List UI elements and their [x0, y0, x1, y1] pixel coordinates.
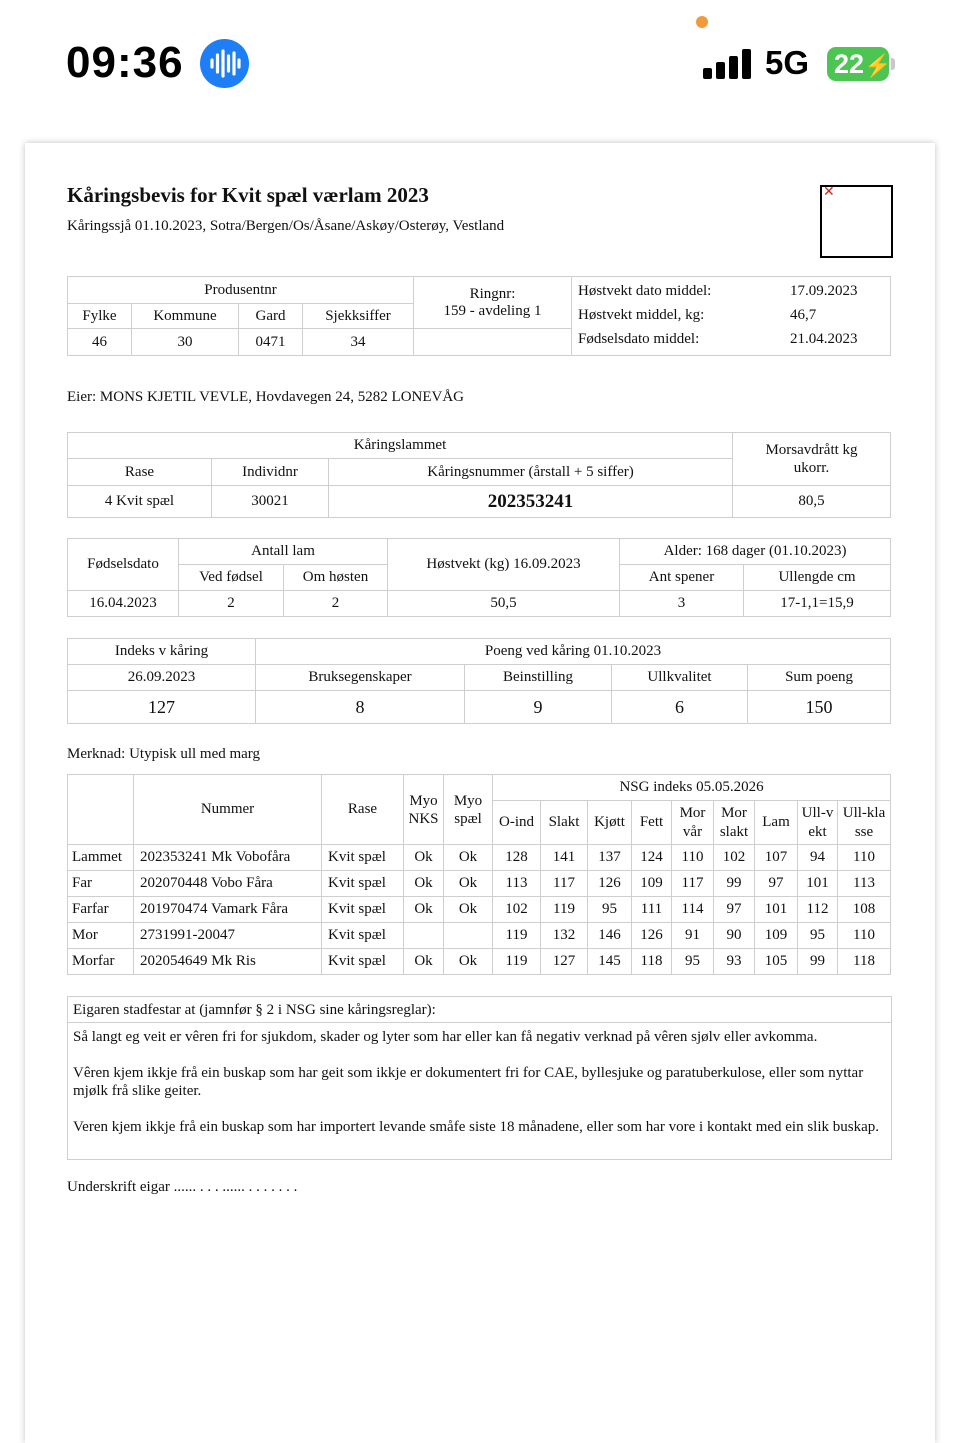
- pedigree-myo-spael: Ok: [444, 871, 493, 897]
- pedigree-nsg-value: 114: [672, 897, 714, 923]
- weight-avg-value: 46,7: [790, 307, 817, 323]
- breed-value: 4 Kvit spæl: [68, 486, 212, 518]
- pedigree-nsg-value: 137: [588, 845, 632, 871]
- pedigree-nsg-value: 109: [755, 923, 798, 949]
- mother-yield-header: Morsavdrått kg ukorr.: [733, 433, 891, 486]
- individual-number-header: Individnr: [212, 459, 329, 486]
- nsg-header-ull-vekt: Ull-vekt: [798, 801, 838, 845]
- pedigree-breed: Kvit spæl: [322, 897, 404, 923]
- at-birth-header: Ved fødsel: [179, 565, 284, 591]
- weight-avg-label: Høstvekt middel, kg:: [578, 307, 705, 323]
- pedigree-nsg-value: 107: [755, 845, 798, 871]
- utility-header: Bruksegenskaper: [256, 665, 465, 691]
- nsg-header-lam: Lam: [755, 801, 798, 845]
- privacy-indicator-dot: [696, 16, 708, 28]
- sum-points-value: 150: [748, 691, 891, 724]
- pedigree-nsg-value: 108: [838, 897, 891, 923]
- autumn-weight-value: 50,5: [388, 591, 620, 617]
- pedigree-breed: Kvit spæl: [322, 949, 404, 975]
- birth-date-header: Fødselsdato: [68, 539, 179, 591]
- pedigree-nsg-value: 113: [493, 871, 541, 897]
- declaration-paragraph: Så langt eg veit er vêren fri for sjukdom, skader og lyter som har eller kan få negativ verknad på vêren sjølv eller avkomma.: [73, 1029, 818, 1045]
- pedigree-role: Farfar: [68, 897, 134, 923]
- registration-number-header: Kåringsnummer (årstall + 5 siffer): [329, 459, 733, 486]
- pedigree-nsg-value: 90: [714, 923, 755, 949]
- pedigree-number: 202070448 Vobo Fåra: [134, 871, 322, 897]
- document-page: [25, 143, 935, 1443]
- pedigree-nsg-value: 141: [541, 845, 588, 871]
- leg-position-value: 9: [465, 691, 612, 724]
- check-digit-header: Sjekksiffer: [303, 304, 414, 329]
- signal-bars-icon: [703, 49, 751, 79]
- status-bar: [0, 0, 960, 120]
- pedigree-nsg-value: 119: [541, 897, 588, 923]
- pedigree-breed: Kvit spæl: [322, 923, 404, 949]
- pedigree-nsg-value: 117: [672, 871, 714, 897]
- pedigree-nsg-value: 132: [541, 923, 588, 949]
- pedigree-nsg-value: 101: [798, 871, 838, 897]
- birth-table: [67, 538, 891, 617]
- pedigree-myo-nks: Ok: [404, 845, 444, 871]
- producer-number-header: Produsentnr: [68, 277, 414, 304]
- leg-position-header: Beinstilling: [465, 665, 612, 691]
- scores-table: [67, 638, 891, 724]
- sum-points-header: Sum poeng: [748, 665, 891, 691]
- pedigree-nsg-value: 94: [798, 845, 838, 871]
- wool-length-header: Ullengde cm: [744, 565, 891, 591]
- pedigree-role: Mor: [68, 923, 134, 949]
- municipality-header: Kommune: [132, 304, 239, 329]
- pedigree-nsg-value: 145: [588, 949, 632, 975]
- declaration-paragraph: Vêren kjem ikkje frå ein buskap som har geit som ikkje er dokumentert fri for CAE, byllesjuke og paratuberkulose, eller som nyttar mjølk frå slike geiter.: [73, 1065, 864, 1099]
- battery-level: 22: [834, 49, 865, 79]
- pedigree-role: Morfar: [68, 949, 134, 975]
- pedigree-nsg-value: 99: [798, 949, 838, 975]
- pedigree-rows: [68, 845, 891, 975]
- birth-avg-label: Fødselsdato middel:: [578, 331, 700, 347]
- pedigree-nsg-value: 118: [838, 949, 891, 975]
- pedigree-nsg-value: 119: [493, 949, 541, 975]
- county-header: Fylke: [68, 304, 132, 329]
- network-type: 5G: [765, 44, 810, 81]
- pedigree-breed: Kvit spæl: [322, 871, 404, 897]
- photo-placeholder: [820, 185, 893, 258]
- index-value: 127: [68, 691, 256, 724]
- index-header: Indeks v kåring: [68, 639, 256, 665]
- pedigree-nsg-value: 99: [714, 871, 755, 897]
- pedigree-myo-nks: [404, 923, 444, 949]
- age-header: Alder: 168 dager (01.10.2023): [620, 539, 891, 565]
- pedigree-nsg-value: 118: [632, 949, 672, 975]
- municipality-value: 30: [132, 329, 239, 356]
- myo-spael-header: Myo spæl: [444, 775, 493, 845]
- pedigree-number: 201970474 Vamark Fåra: [134, 897, 322, 923]
- pedigree-role: Lammet: [68, 845, 134, 871]
- pedigree-nsg-value: 113: [838, 871, 891, 897]
- pedigree-nsg-value: 109: [632, 871, 672, 897]
- in-autumn-value: 2: [284, 591, 388, 617]
- table-row: [68, 923, 891, 949]
- pedigree-nsg-value: 119: [493, 923, 541, 949]
- at-birth-value: 2: [179, 591, 284, 617]
- wool-length-value: 17-1,1=15,9: [744, 591, 891, 617]
- pedigree-myo-spael: Ok: [444, 949, 493, 975]
- farm-value: 0471: [239, 329, 303, 356]
- nsg-header-ull-klasse: Ull-klasse: [838, 801, 891, 845]
- wool-quality-header: Ullkvalitet: [612, 665, 748, 691]
- table-row: [68, 897, 891, 923]
- pedigree-myo-spael: Ok: [444, 897, 493, 923]
- document-title: Kåringsbevis for Kvit spæl værlam 2023: [67, 183, 429, 207]
- ring-label: Ringnr:: [469, 285, 516, 302]
- pedigree-nsg-value: 146: [588, 923, 632, 949]
- points-header: Poeng ved kåring 01.10.2023: [256, 639, 891, 665]
- declaration-heading: Eigaren stadfestar at (jamnfør § 2 i NSG sine kåringsreglar):: [68, 997, 891, 1023]
- in-autumn-header: Om høsten: [284, 565, 388, 591]
- pedigree-number: 2731991-20047: [134, 923, 322, 949]
- ring-empty-cell: [414, 329, 572, 356]
- farm-header: Gard: [239, 304, 303, 329]
- pedigree-nsg-value: 124: [632, 845, 672, 871]
- nsg-header-kjott: Kjøtt: [588, 801, 632, 845]
- pedigree-role-header: [68, 775, 134, 845]
- pedigree-nsg-value: 117: [541, 871, 588, 897]
- county-value: 46: [68, 329, 132, 356]
- pedigree-myo-nks: Ok: [404, 871, 444, 897]
- owner-declaration: [67, 996, 892, 1160]
- myo-nks-header: Myo NKS: [404, 775, 444, 845]
- voice-memo-icon[interactable]: [200, 39, 249, 88]
- utility-value: 8: [256, 691, 465, 724]
- weight-date-value: 17.09.2023: [790, 283, 858, 299]
- signature-line: Underskrift eigar ...... . . . ...... . . . . . . .: [67, 1179, 298, 1195]
- status-time: 09:36: [66, 38, 184, 87]
- charging-bolt-icon: ⚡: [864, 53, 892, 78]
- lamb-table: [67, 432, 891, 518]
- check-digit-value: 34: [303, 329, 414, 356]
- pedigree-nsg-value: 105: [755, 949, 798, 975]
- broken-image-icon: ✕: [823, 183, 835, 199]
- weight-date-label: Høstvekt dato middel:: [578, 283, 712, 299]
- battery-cap: [891, 58, 895, 70]
- pedigree-number: 202054649 Mk Ris: [134, 949, 322, 975]
- breed-header: Rase: [68, 459, 212, 486]
- pedigree-myo-nks: Ok: [404, 897, 444, 923]
- pedigree-nsg-value: 95: [672, 949, 714, 975]
- pedigree-nsg-value: 110: [838, 923, 891, 949]
- table-row: [68, 871, 891, 897]
- nsg-header-mor-slakt: Mor slakt: [714, 801, 755, 845]
- pedigree-nsg-value: 101: [755, 897, 798, 923]
- lamb-count-header: Antall lam: [179, 539, 388, 565]
- pedigree-breed-header: Rase: [322, 775, 404, 845]
- teats-header: Ant spener: [620, 565, 744, 591]
- pedigree-role: Far: [68, 871, 134, 897]
- pedigree-nsg-value: 110: [672, 845, 714, 871]
- index-date: 26.09.2023: [68, 665, 256, 691]
- battery-icon: [827, 47, 892, 81]
- autumn-weight-header: Høstvekt (kg) 16.09.2023: [388, 539, 620, 591]
- autumn-weight-block: [572, 277, 891, 356]
- pedigree-nsg-value: 112: [798, 897, 838, 923]
- nsg-header-o-ind: O-ind: [493, 801, 541, 845]
- owner-line: Eier: MONS KJETIL VEVLE, Hovdavegen 24, 5282 LONEVÅG: [67, 389, 465, 405]
- pedigree-number: 202353241 Mk Vobofåra: [134, 845, 322, 871]
- birth-date-value: 16.04.2023: [68, 591, 179, 617]
- birth-avg-value: 21.04.2023: [790, 331, 858, 347]
- mother-yield-value: 80,5: [733, 486, 891, 518]
- pedigree-nsg-value: 95: [588, 897, 632, 923]
- pedigree-nsg-value: 97: [714, 897, 755, 923]
- teats-value: 3: [620, 591, 744, 617]
- pedigree-nsg-value: 126: [632, 923, 672, 949]
- registration-number-value: 202353241: [329, 486, 733, 518]
- lamb-group-header: Kåringslammet: [68, 433, 733, 459]
- wool-quality-value: 6: [612, 691, 748, 724]
- ring-value: 159 - avdeling 1: [443, 302, 542, 319]
- pedigree-myo-spael: [444, 923, 493, 949]
- table-row: [68, 845, 891, 871]
- remark-line: Merknad: Utypisk ull med marg: [67, 746, 261, 762]
- declaration-paragraph: Veren kjem ikkje frå ein buskap som har importert levande småfe siste 18 månadene, eller som har vore i kontakt med ein slik buskap.: [73, 1119, 880, 1135]
- nsg-header-fett: Fett: [632, 801, 672, 845]
- nsg-header-slakt: Slakt: [541, 801, 588, 845]
- pedigree-nsg-value: 97: [755, 871, 798, 897]
- pedigree-myo-spael: Ok: [444, 845, 493, 871]
- pedigree-nsg-value: 111: [632, 897, 672, 923]
- pedigree-nsg-value: 102: [493, 897, 541, 923]
- pedigree-breed: Kvit spæl: [322, 845, 404, 871]
- pedigree-table: [67, 774, 891, 975]
- document-subtitle: Kåringssjå 01.10.2023, Sotra/Bergen/Os/Åsane/Askøy/Osterøy, Vestland: [67, 218, 505, 234]
- individual-number-value: 30021: [212, 486, 329, 518]
- pedigree-number-header: Nummer: [134, 775, 322, 845]
- pedigree-nsg-value: 95: [798, 923, 838, 949]
- pedigree-nsg-value: 91: [672, 923, 714, 949]
- nsg-index-header: NSG indeks 05.05.2026: [493, 775, 891, 801]
- pedigree-nsg-value: 126: [588, 871, 632, 897]
- table-row: [68, 949, 891, 975]
- nsg-header-mor-var: Mor vår: [672, 801, 714, 845]
- pedigree-myo-nks: Ok: [404, 949, 444, 975]
- pedigree-nsg-value: 102: [714, 845, 755, 871]
- pedigree-nsg-value: 93: [714, 949, 755, 975]
- producer-table: [67, 276, 891, 356]
- pedigree-nsg-value: 127: [541, 949, 588, 975]
- ring-number-cell: [414, 277, 572, 329]
- pedigree-nsg-value: 128: [493, 845, 541, 871]
- pedigree-nsg-value: 110: [838, 845, 891, 871]
